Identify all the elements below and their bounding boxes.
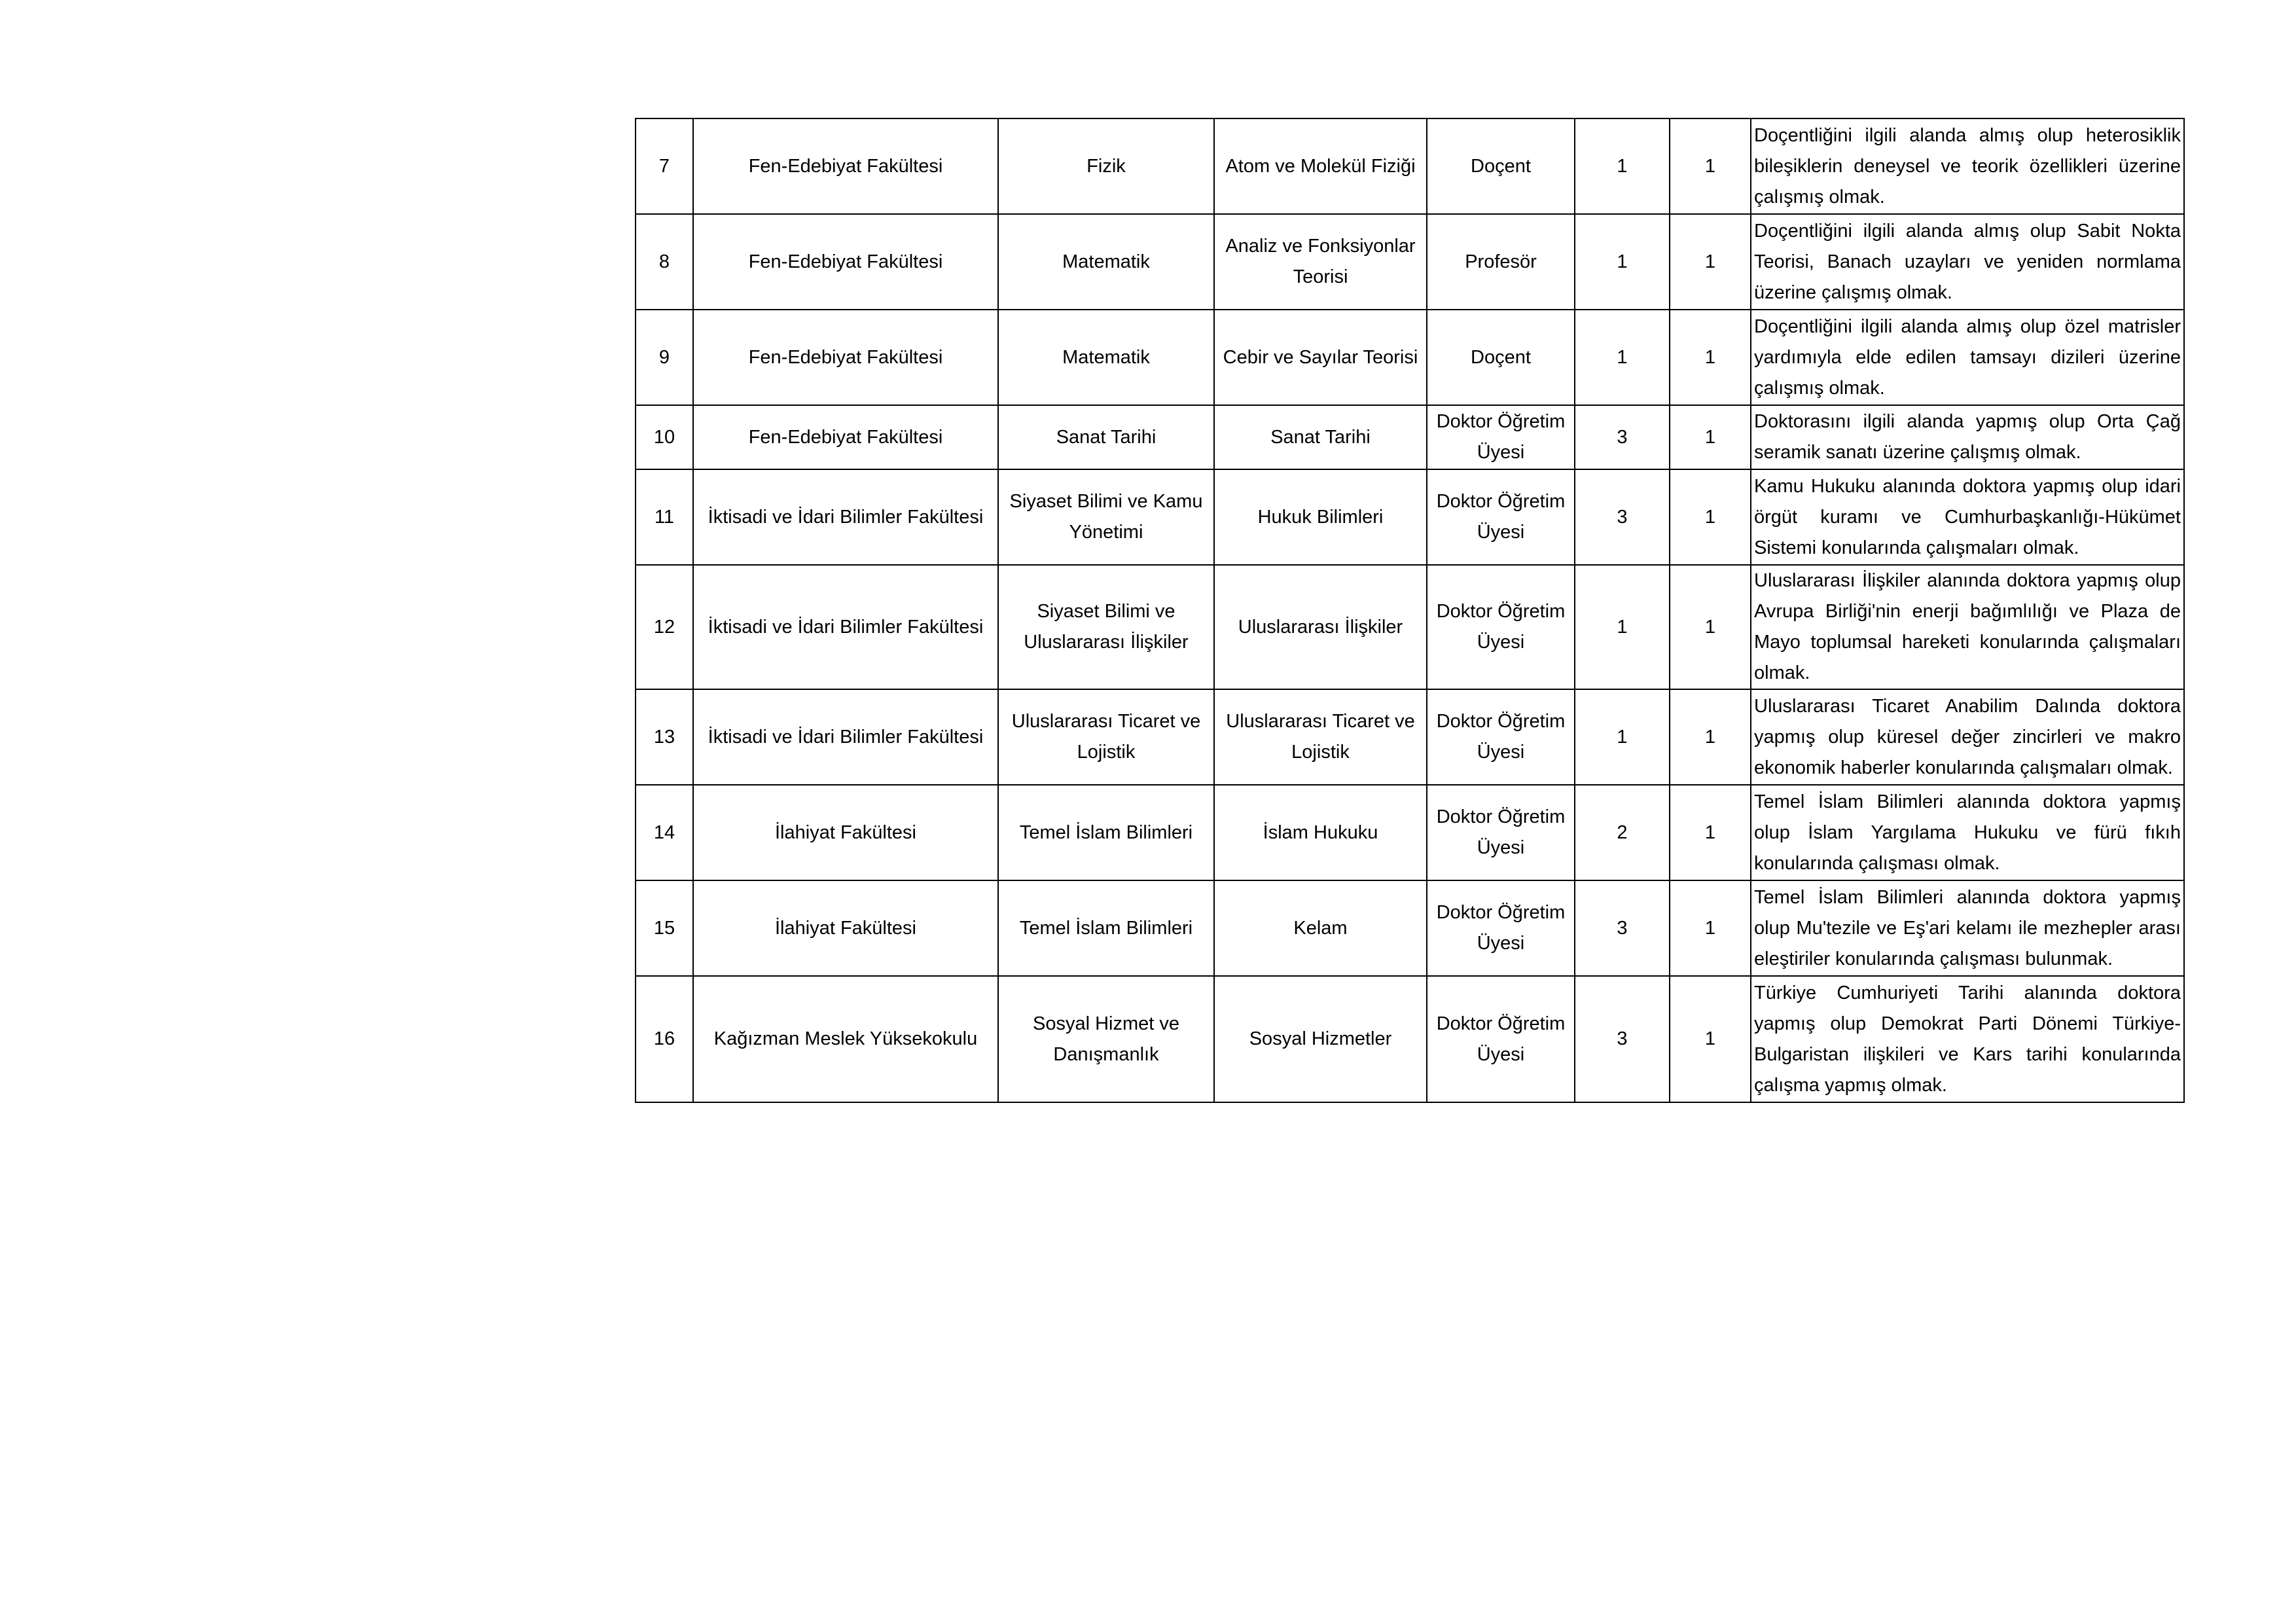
- cell-level: 1: [1575, 310, 1670, 405]
- cell-requirement: Kamu Hukuku alanında doktora yapmış olup idari örgüt kuramı ve Cumhurbaşkanlığı-Hükümet Sistemi konularında çalışmaları olmak.: [1751, 469, 2184, 565]
- cell-field: Sosyal Hizmetler: [1214, 976, 1427, 1102]
- cell-department: Matematik: [998, 310, 1214, 405]
- cell-department: Sanat Tarihi: [998, 405, 1214, 469]
- cell-field: İslam Hukuku: [1214, 785, 1427, 880]
- cell-no: 11: [636, 469, 693, 565]
- cell-department: Temel İslam Bilimleri: [998, 880, 1214, 976]
- cell-requirement: Türkiye Cumhuriyeti Tarihi alanında doktora yapmış olup Demokrat Parti Dönemi Türkiye-Bulgaristan ilişkileri ve Kars tarihi konularında çalışma yapmış olmak.: [1751, 976, 2184, 1102]
- cell-unit: İktisadi ve İdari Bilimler Fakültesi: [693, 469, 998, 565]
- cell-level: 1: [1575, 689, 1670, 785]
- position-table: [635, 118, 2185, 1103]
- cell-title: Profesör: [1427, 214, 1575, 310]
- cell-unit: Fen-Edebiyat Fakültesi: [693, 118, 998, 214]
- cell-requirement: Uluslararası Ticaret Anabilim Dalında doktora yapmış olup küresel değer zincirleri ve makro ekonomik haberler konularında çalışmaları olmak.: [1751, 689, 2184, 785]
- cell-no: 16: [636, 976, 693, 1102]
- cell-unit: Kağızman Meslek Yüksekokulu: [693, 976, 998, 1102]
- cell-department: Temel İslam Bilimleri: [998, 785, 1214, 880]
- cell-department: Sosyal Hizmet ve Danışmanlık: [998, 976, 1214, 1102]
- cell-unit: İktisadi ve İdari Bilimler Fakültesi: [693, 565, 998, 689]
- cell-unit: İlahiyat Fakültesi: [693, 880, 998, 976]
- cell-title: Doktor Öğretim Üyesi: [1427, 405, 1575, 469]
- cell-unit: Fen-Edebiyat Fakültesi: [693, 214, 998, 310]
- cell-level: 2: [1575, 785, 1670, 880]
- cell-requirement: Temel İslam Bilimleri alanında doktora yapmış olup Mu'tezile ve Eş'ari kelamı ile mezhepler arası eleştiriler konularında çalışması bulunmak.: [1751, 880, 2184, 976]
- table-row: [636, 689, 2184, 785]
- cell-unit: Fen-Edebiyat Fakültesi: [693, 310, 998, 405]
- cell-title: Doktor Öğretim Üyesi: [1427, 469, 1575, 565]
- cell-requirement: Uluslararası İlişkiler alanında doktora yapmış olup Avrupa Birliği'nin enerji bağımlılığı ve Plaza de Mayo toplumsal hareketi konularında çalışmaları olmak.: [1751, 565, 2184, 689]
- cell-count: 1: [1670, 565, 1751, 689]
- table-row: [636, 118, 2184, 214]
- cell-level: 3: [1575, 405, 1670, 469]
- cell-no: 13: [636, 689, 693, 785]
- cell-count: 1: [1670, 689, 1751, 785]
- cell-field: Sanat Tarihi: [1214, 405, 1427, 469]
- cell-level: 3: [1575, 880, 1670, 976]
- cell-field: Cebir ve Sayılar Teorisi: [1214, 310, 1427, 405]
- table-row: [636, 405, 2184, 469]
- cell-count: 1: [1670, 118, 1751, 214]
- cell-level: 3: [1575, 976, 1670, 1102]
- table-row: [636, 214, 2184, 310]
- cell-no: 14: [636, 785, 693, 880]
- cell-requirement: Doçentliğini ilgili alanda almış olup özel matrisler yardımıyla elde edilen tamsayı dizileri üzerine çalışmış olmak.: [1751, 310, 2184, 405]
- cell-requirement: Temel İslam Bilimleri alanında doktora yapmış olup İslam Yargılama Hukuku ve fürü fıkıh konularında çalışması olmak.: [1751, 785, 2184, 880]
- cell-unit: İktisadi ve İdari Bilimler Fakültesi: [693, 689, 998, 785]
- cell-field: Kelam: [1214, 880, 1427, 976]
- cell-count: 1: [1670, 976, 1751, 1102]
- cell-no: 10: [636, 405, 693, 469]
- cell-requirement: Doktorasını ilgili alanda yapmış olup Orta Çağ seramik sanatı üzerine çalışmış olmak.: [1751, 405, 2184, 469]
- cell-no: 8: [636, 214, 693, 310]
- cell-field: Uluslararası İlişkiler: [1214, 565, 1427, 689]
- cell-title: Doçent: [1427, 310, 1575, 405]
- cell-no: 9: [636, 310, 693, 405]
- cell-count: 1: [1670, 880, 1751, 976]
- cell-department: Fizik: [998, 118, 1214, 214]
- cell-department: Siyaset Bilimi ve Kamu Yönetimi: [998, 469, 1214, 565]
- table-row: [636, 565, 2184, 689]
- table-row: [636, 785, 2184, 880]
- cell-no: 12: [636, 565, 693, 689]
- cell-title: Doktor Öğretim Üyesi: [1427, 785, 1575, 880]
- cell-department: Uluslararası Ticaret ve Lojistik: [998, 689, 1214, 785]
- cell-level: 1: [1575, 565, 1670, 689]
- document-page: [635, 118, 2183, 1103]
- table-row: [636, 976, 2184, 1102]
- cell-count: 1: [1670, 310, 1751, 405]
- cell-level: 1: [1575, 214, 1670, 310]
- cell-count: 1: [1670, 469, 1751, 565]
- cell-field: Uluslararası Ticaret ve Lojistik: [1214, 689, 1427, 785]
- cell-title: Doktor Öğretim Üyesi: [1427, 976, 1575, 1102]
- cell-level: 1: [1575, 118, 1670, 214]
- cell-level: 3: [1575, 469, 1670, 565]
- cell-title: Doktor Öğretim Üyesi: [1427, 689, 1575, 785]
- cell-no: 15: [636, 880, 693, 976]
- table-row: [636, 310, 2184, 405]
- table-row: [636, 880, 2184, 976]
- cell-unit: Fen-Edebiyat Fakültesi: [693, 405, 998, 469]
- cell-field: Analiz ve Fonksiyonlar Teorisi: [1214, 214, 1427, 310]
- cell-title: Doçent: [1427, 118, 1575, 214]
- cell-title: Doktor Öğretim Üyesi: [1427, 880, 1575, 976]
- cell-department: Matematik: [998, 214, 1214, 310]
- cell-department: Siyaset Bilimi ve Uluslararası İlişkiler: [998, 565, 1214, 689]
- cell-field: Atom ve Molekül Fiziği: [1214, 118, 1427, 214]
- cell-count: 1: [1670, 785, 1751, 880]
- cell-unit: İlahiyat Fakültesi: [693, 785, 998, 880]
- cell-requirement: Doçentliğini ilgili alanda almış olup Sabit Nokta Teorisi, Banach uzayları ve yeniden normlama üzerine çalışmış olmak.: [1751, 214, 2184, 310]
- cell-count: 1: [1670, 214, 1751, 310]
- cell-count: 1: [1670, 405, 1751, 469]
- cell-no: 7: [636, 118, 693, 214]
- cell-title: Doktor Öğretim Üyesi: [1427, 565, 1575, 689]
- cell-field: Hukuk Bilimleri: [1214, 469, 1427, 565]
- table-row: [636, 469, 2184, 565]
- cell-requirement: Doçentliğini ilgili alanda almış olup heterosiklik bileşiklerin deneysel ve teorik özellikleri üzerine çalışmış olmak.: [1751, 118, 2184, 214]
